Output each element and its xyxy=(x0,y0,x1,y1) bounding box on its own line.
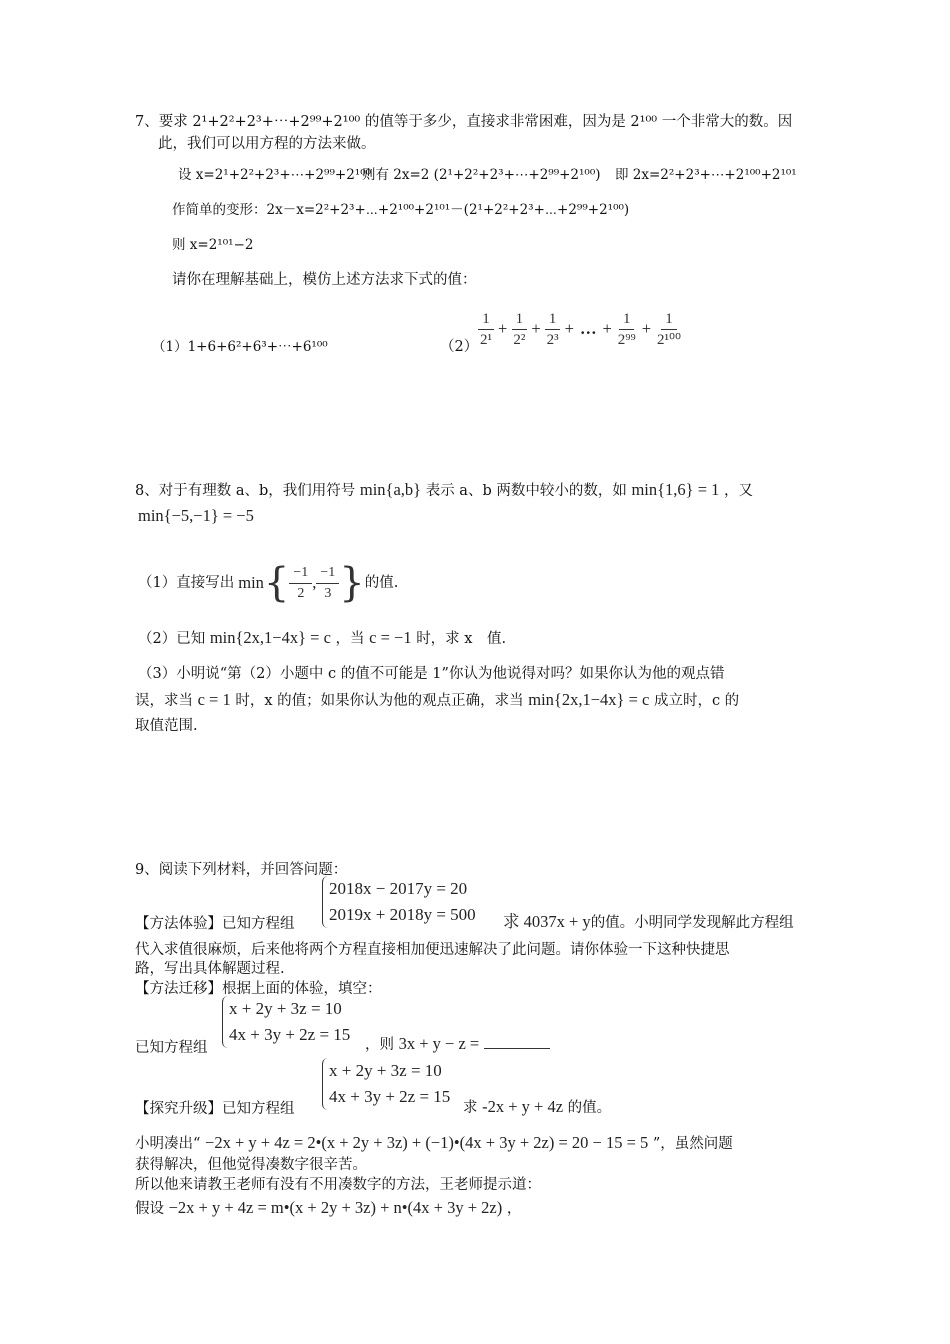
method1-line2: 代入求值很麻烦，后来他将两个方程直接相加便迅速解决了此问题。请你体验一下这种快捷思 xyxy=(135,942,730,958)
min-ab-expr: min{a,b} xyxy=(359,480,422,499)
min-example-2: min{−5,−1} = −5 xyxy=(138,506,254,525)
q7-instruction: 请你在理解基础上，模仿上述方法求下式的值： xyxy=(172,272,477,288)
arg-neg-third: $\frac{-1}{3}$ xyxy=(316,563,339,604)
system1-eq2: 2019x + 2018y = 500 xyxy=(329,905,476,924)
q7-have-label: 则有 2x=2 (2¹+2²+2³+⋯+2⁹⁹+2¹⁰⁰) xyxy=(362,167,601,183)
fraction-term-2: $\frac{1}{\text{2²}}$ xyxy=(513,310,526,348)
assume-line: 假设 −2x + y + 4z = m•(x + 2y + 3z) + n•(4x + 3y + 2z) ， xyxy=(135,1198,522,1217)
q7-result: 则 x=2¹⁰¹−2 xyxy=(172,237,254,253)
arg-neg-half: $\frac{-1}{2}$ xyxy=(289,563,312,604)
system-2 xyxy=(222,996,350,1048)
fraction-term-1: $\frac{1}{\text{2¹}}$ xyxy=(480,310,492,348)
method1-label: 【方法体验】已知方程组 xyxy=(135,916,295,932)
system-3: x + 2y + 3z = 10 4x + 3y + 2z = 15 xyxy=(322,1058,450,1110)
system1-eq1: 2018x − 2017y = 20 xyxy=(329,879,468,898)
q7-transform: 作简单的变形：2x－x=2²+2³+⋯+2¹⁰⁰+2¹⁰¹－(2¹+2²+2³+⋯+2⁹⁹+2¹⁰⁰) xyxy=(172,202,630,218)
part2-min-expr: min{2x,1−4x} = c xyxy=(209,628,331,647)
xiaoming-line3: 所以他来请教王老师有没有不用凑数字的方法，王老师提示道： xyxy=(135,1177,541,1193)
method1-expr: 求 4037x + y的值。小明同学发现解此方程组 xyxy=(503,912,794,931)
method3-expr: 求 -2x + y + 4z 的值。 xyxy=(463,1097,612,1116)
q7-part2-series: $\frac{1}{\text{2¹}}$ + $\frac{1}{\text{2²}}$ + $\frac{1}{\text{2³}}$ + … + $\frac{1}{\text{2⁹⁹}}$ + $\frac{1}{\text{2¹⁰⁰}}$ xyxy=(476,306,685,352)
xiaoming-line2: 获得解决，但他觉得凑数字很辛苦。 xyxy=(135,1157,367,1173)
system2-eq2: 4x + 3y + 2z = 15 xyxy=(229,1025,351,1044)
fraction-term-3: $\frac{1}{\text{2³}}$ xyxy=(546,310,559,348)
method3-label: 【探究升级】已知方程组 xyxy=(135,1101,295,1117)
q8-part1: （1）直接写出 min { $\frac{-1}{2}$ , $\frac{-1}{3}$ } 的值. xyxy=(138,560,399,606)
system-1 xyxy=(322,876,476,928)
min-example-1: min{1,6} = 1 xyxy=(631,480,720,499)
part2-condition: c = −1 xyxy=(369,628,412,647)
q7-part2-label: （2） xyxy=(440,339,479,355)
method2-label: 已知方程组 xyxy=(135,1040,208,1056)
q8-part3-line2: 误，求当 c = 1 时，x 的值；如果你认为他的观点正确，求当 min{2x,1−4x} = c 成立时，c 的 xyxy=(135,690,740,709)
q7-set-label: 设 x=2¹+2²+2³+⋯+2⁹⁹+2¹⁰⁰ xyxy=(178,167,372,183)
q9-intro: 9、阅读下列材料，并回答问题： xyxy=(135,862,348,878)
method1-line3: 路，写出具体解题过程. xyxy=(135,961,285,977)
assume-expr: −2x + y + 4z = m•(x + 2y + 3z) + n•(4x + 3y + 2z) xyxy=(168,1198,503,1217)
method2-expr: ，则 3x + y − z = xyxy=(365,1034,550,1055)
answer-blank[interactable] xyxy=(484,1034,550,1049)
fraction-term-99: $\frac{1}{\text{2⁹⁹}}$ xyxy=(617,310,636,348)
method2-title: 【方法迁移】根据上面的体验，填空： xyxy=(135,981,382,997)
xiaoming-line1: 小明凑出“ −2x + y + 4z = 2•(x + 2y + 3z) + (−1)•(4x + 3y + 2z) = 20 − 15 = 5 ”，虽然问题 xyxy=(135,1133,733,1152)
q7-line2: 此，我们可以用方程的方法来做。 xyxy=(158,136,376,152)
q7-line1: 7、要求 2¹+2²+2³+⋯+2⁹⁹+2¹⁰⁰ 的值等于多少，直接求非常困难，因为是 2¹⁰⁰ 一个非常大的数。因 xyxy=(135,114,793,130)
q7-then-label: 即 2x=2²+2³+⋯+2¹⁰⁰+2¹⁰¹ xyxy=(615,167,797,183)
xiaoming-expr: −2x + y + 4z = 2•(x + 2y + 3z) + (−1)•(4x + 3y + 2z) = 20 − 15 = 5 xyxy=(205,1133,649,1152)
q8-line1: 8、对于有理数 a、b，我们用符号 min{a,b} 表示 a、b 两数中较小的数，如 min{1,6} = 1 ，又 xyxy=(135,480,754,499)
q7-part1: （1）1+6+6²+6³+⋯+6¹⁰⁰ xyxy=(152,339,328,355)
q8-part3-line3: 取值范围. xyxy=(135,718,198,734)
system2-eq1: x + 2y + 3z = 10 xyxy=(229,999,342,1018)
q8-part2: （2）已知 min{2x,1−4x} = c ，当 c = −1 时，求 x 值. xyxy=(138,628,507,647)
q8-part3-line1: （3）小明说“第（2）小题中 c 的值不可能是 1”你认为他说得对吗？如果你认为他的观点错 xyxy=(138,666,725,682)
fraction-term-100: $\frac{1}{\text{2¹⁰⁰}}$ xyxy=(657,310,682,348)
